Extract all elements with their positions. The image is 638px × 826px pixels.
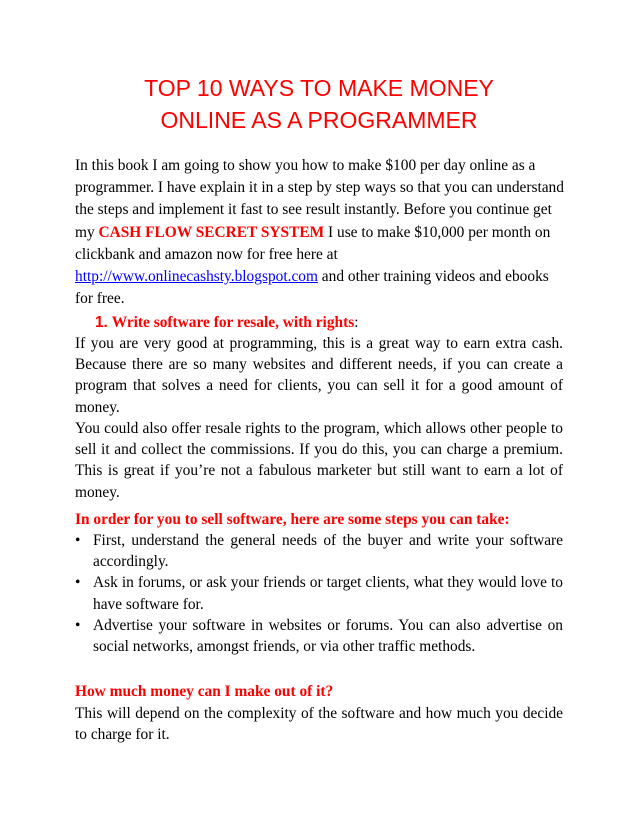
section-1-paragraph-2: You could also offer resale rights to the program, which allows other people to sell it and collect the commissions. If you do this, you can charge a premium. This is great if you’re not a fabulous marketer but still want to earn a lot of money. bbox=[75, 420, 563, 501]
section-1-colon: : bbox=[354, 314, 359, 331]
money-paragraph: This will depend on the complexity of the software and how much you decide to charge for it. bbox=[75, 705, 563, 744]
list-item bbox=[75, 572, 563, 614]
section-1-number: 1. bbox=[95, 314, 108, 331]
cash-flow-secret-system-text: CASH FLOW SECRET SYSTEM bbox=[98, 223, 325, 241]
intro-text-3: and other training videos and ebooks for free. bbox=[75, 268, 549, 308]
intro-paragraph bbox=[75, 155, 570, 310]
step-text: Ask in forums, or ask your friends or target clients, what they would love to have software for. bbox=[93, 574, 563, 613]
step-text: Advertise your software in websites or forums. You can also advertise on social networks, amongst friends, or via other traffic methods. bbox=[93, 616, 563, 656]
list-item bbox=[75, 530, 563, 572]
blog-link[interactable]: http://www.onlinecashsty.blogspot.com bbox=[75, 268, 318, 286]
money-heading: How much money can I make out of it? bbox=[75, 683, 334, 700]
steps-heading: In order for you to sell software, here are some steps you can take: bbox=[75, 511, 510, 528]
section-1-paragraph-1: If you are very good at programming, this is a great way to earn extra cash. Because there are so many websites and different needs, if you can create a program that solves a need for clients, you can sell it for a good amount of money. bbox=[75, 335, 563, 416]
intro-text-1: In this book I am going to show you how to make $100 per day online as a programmer. I have explain it in a step by step ways so that you can understand the steps and implement it fast to see result instantly. Before you continue get my bbox=[75, 157, 564, 241]
section-1-heading bbox=[95, 313, 358, 333]
bullet-icon: • bbox=[75, 532, 81, 549]
bullet-icon: • bbox=[75, 574, 81, 592]
bullet-icon: • bbox=[75, 616, 81, 634]
document-title bbox=[40, 72, 598, 136]
title-line-2: ONLINE AS A PROGRAMMER bbox=[160, 107, 478, 133]
intro-text-2: I use to make $10,000 per month on clickbank and amazon now for free here at bbox=[75, 223, 551, 263]
title-line-1: TOP 10 WAYS TO MAKE MONEY bbox=[144, 75, 494, 101]
steps-list bbox=[75, 530, 563, 657]
section-1-title: Write software for resale, with rights bbox=[111, 314, 355, 331]
step-text: First, understand the general needs of the buyer and write your software accordingly. bbox=[93, 532, 563, 571]
list-item bbox=[75, 615, 563, 657]
